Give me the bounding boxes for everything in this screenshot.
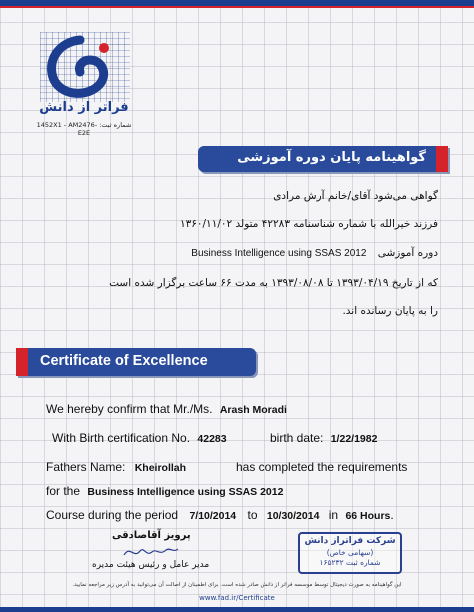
birth-date: 1/22/1982 [330,433,378,445]
top-accent [0,6,474,8]
signatory-name: پرویز آقاصادقی [112,530,191,541]
for-label: for the [46,484,81,498]
in-label: in [328,508,339,522]
footer-note: این گواهینامه به صورت دیجیتال توسط موسسه فراتر از دانش صادر شده است. برای اطمینان از اصالت آن می‌توانید به آدرس زیر مراجعه نمایید. [72,582,402,588]
period-label: Course during the period [46,508,179,522]
birth-date-line [270,431,377,445]
footer-url[interactable]: www.fad.ir/Certificate [199,594,275,602]
persian-line-1: گواهی می‌شود آقای/خانم آرش مرادی [273,190,438,202]
period-line [46,508,394,522]
to-label: to [247,508,258,522]
stamp-type: (سهامی خاص) [326,548,374,557]
course-line [46,484,283,498]
recipient-name: Arash Moradi [219,404,287,416]
persian-line-4: که از تاریخ ۱۳۹۳/۰۴/۱۹ تا ۱۳۹۳/۰۸/۰۸ به مدت ۶۶ ساعت برگزار شده است [109,277,438,289]
stamp-company: شرکت فراتراز دانش [304,536,396,546]
persian-line-2: فرزند خیرالله با شماره شناسنامه ۴۲۲۸۳ متولد ۱۳۶۰/۱۱/۰۲ [179,218,438,230]
persian-line-3 [191,247,438,259]
persian-course-prefix: دوره آموزشی [377,247,438,259]
logo-registration: شماره ثبت: 1452X1 - AM2476-E2E [36,121,132,137]
banner-accent [436,146,448,172]
fathers-line [46,460,186,474]
english-title: Certificate of Excellence [40,353,208,369]
birth-cert-label: With Birth certification No. [52,431,191,445]
signature-icon [120,543,180,561]
hours-dot: . [390,508,394,522]
completed-label: has completed the requirements [236,460,408,474]
persian-title: گواهینامه پایان دوره آموزشی [237,150,426,165]
signatory-role: مدیر عامل و رئیس هیئت مدیره [92,560,210,570]
birth-date-label: birth date: [270,431,324,445]
birth-cert-line [52,431,227,445]
confirm-line [46,402,287,416]
birth-cert-number: 42283 [197,433,227,445]
company-stamp [298,532,402,574]
bottom-border [0,607,474,612]
course-name: Business Intelligence using SSAS 2012 [87,486,284,498]
english-title-banner [16,348,256,376]
persian-title-banner [198,146,448,172]
persian-line-5: را به پایان رسانده اند. [342,305,438,317]
logo-name: فراتر از دانش [39,100,129,115]
fathers-label: Fathers Name: [46,460,126,474]
confirm-label: We hereby confirm that Mr./Ms. [46,402,213,416]
end-date: 10/30/2014 [266,510,320,522]
banner-accent [16,348,28,376]
course-hours: 66 Hours [345,510,391,522]
persian-course-name: Business Intelligence using SSAS 2012 [191,248,367,259]
start-date: 7/10/2014 [189,510,237,522]
fathers-name: Kheirollah [134,462,187,474]
stamp-registration: شماره ثبت ۱۶۵۲۳۲ [319,558,381,567]
